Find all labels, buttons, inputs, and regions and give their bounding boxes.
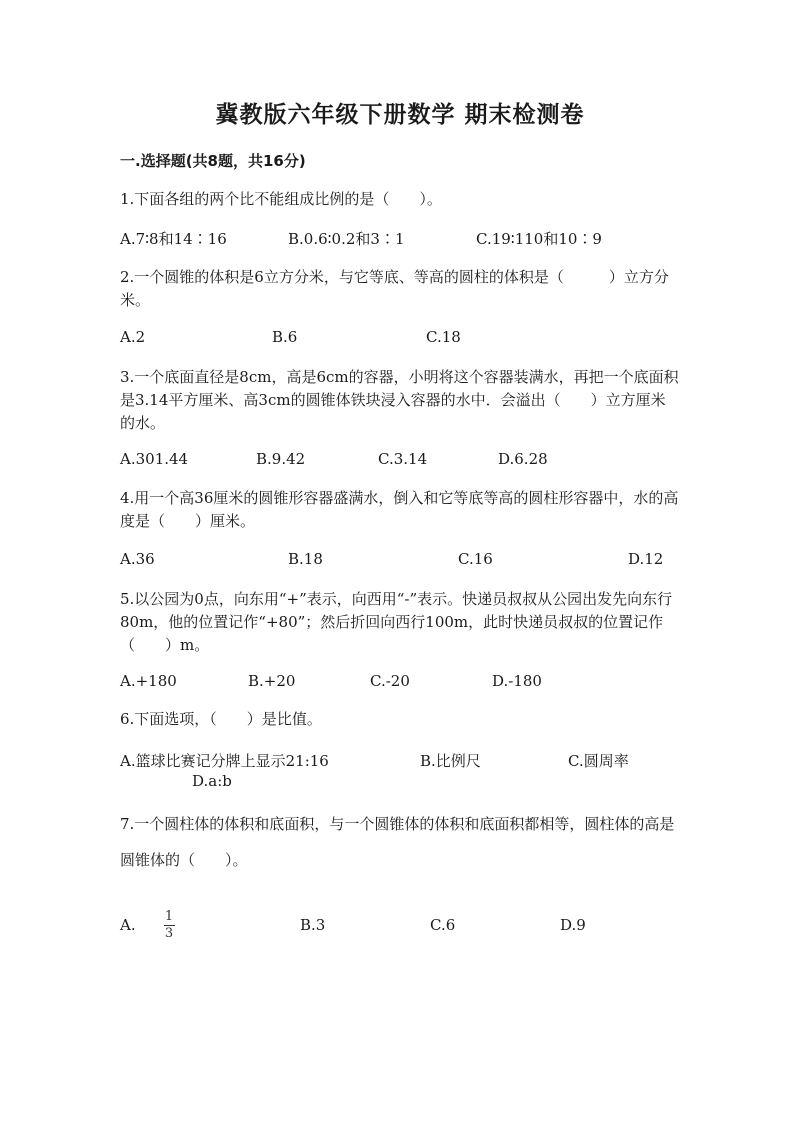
option-b[interactable]: B.18 [288,550,323,568]
option-b[interactable]: B.3 [300,916,326,934]
section-heading: 一.选择题(共8题，共16分) [120,152,306,170]
option-c[interactable]: C.-20 [370,672,410,690]
option-a[interactable]: A.7∶8和14∶16 [120,230,227,248]
question-1-options [120,228,700,252]
option-a[interactable]: A.2 [120,328,146,346]
option-c[interactable]: C.3.14 [378,450,428,468]
option-d[interactable]: D.12 [628,550,664,568]
option-a[interactable]: A.36 [120,550,155,568]
option-d[interactable]: D.6.28 [498,450,548,468]
option-c[interactable]: C.6 [430,916,456,934]
option-b[interactable]: B.+20 [248,672,296,690]
question-5: 5.以公园为0点，向东用“+”表示，向西用“-”表示。快递员叔叔从公园出发先向东行80m，他的位置记作“+80”；然后折回向西行100m，此时快递员叔叔的位置记作（ ）m。 [120,590,673,654]
question-1: 1.下面各组的两个比不能组成比例的是（ ）。 [120,190,442,208]
option-b[interactable]: B.比例尺 [420,752,481,770]
option-c[interactable]: C.19∶110和10∶9 [476,230,602,248]
question-4-options [120,550,700,574]
option-d[interactable]: D.a:b [192,772,232,790]
question-3: 3.一个底面直径是8cm，高是6cm的容器，小明将这个容器装满水，再把一个底面积是3.14平方厘米、高3cm的圆锥体铁块浸入容器的水中．会溢出（ ）立方厘米的水。 [120,368,679,432]
question-6: 6.下面选项，（ ）是比值。 [120,710,322,728]
option-d[interactable]: D.-180 [492,672,542,690]
question-4: 4.用一个高36厘米的圆锥形容器盛满水，倒入和它等底等高的圆柱形容器中，水的高度是（ ）厘米。 [120,489,679,530]
option-a[interactable]: A.301.44 [120,450,189,468]
option-a[interactable]: A. [120,916,136,934]
option-b[interactable]: B.0.6∶0.2和3∶1 [288,230,405,248]
question-2-options [120,328,700,352]
page-title: 冀教版六年级下册数学 期末检测卷 [215,102,585,128]
question-5-options [120,672,700,696]
question-6-options [120,750,700,794]
option-b[interactable]: B.6 [272,328,298,346]
question-2: 2.一个圆锥的体积是6立方分米，与它等底、等高的圆柱的体积是（ ）立方分米。 [120,268,669,309]
option-c[interactable]: C.16 [458,550,493,568]
question-3-options [120,450,700,474]
question-7-options [120,916,700,940]
option-a[interactable]: A.篮球比赛记分牌上显示21:16 [120,752,329,770]
option-c[interactable]: C.18 [426,328,461,346]
option-b[interactable]: B.9.42 [256,450,306,468]
option-a[interactable]: A.+180 [120,672,177,690]
fraction-one-third [162,910,176,941]
fraction-denominator: 3 [164,926,174,941]
question-7: 7.一个圆柱体的体积和底面积，与一个圆锥体的体积和底面积都相等，圆柱体的高是圆锥体的（ ）。 [120,815,675,869]
option-d[interactable]: D.9 [560,916,586,934]
option-c[interactable]: C.圆周率 [568,752,629,770]
fraction-numerator: 1 [164,909,174,924]
